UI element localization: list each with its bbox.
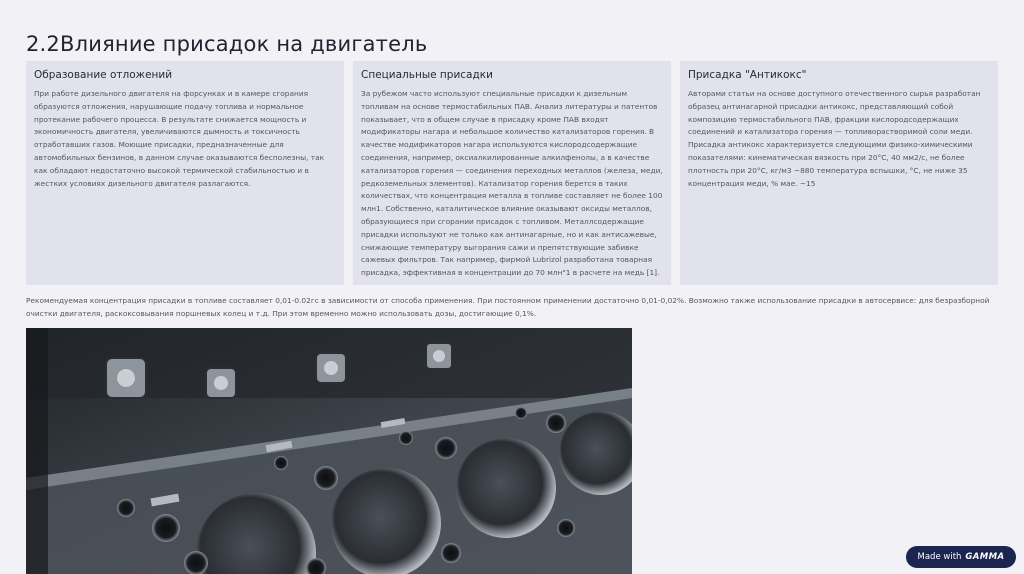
card-text: При работе дизельного двигателя на форсунках и в камере сгорания образуются отложения, нарушающие подачу топлива и нормальное протекание рабочего процесса. В результате снижается мощность и экономичность двигателя, увеличиваются дымность и токсичность отработавших газов. Моющие присадки, предназначенные для автомобильных бензинов, в данном случае оказываются бесполезны, так как обладают недостаточно высокой термической стабильностью и в жестких условиях дизельного двигателя разлагаются. — [34, 89, 325, 188]
gamma-logo: GAMMA — [965, 552, 1005, 562]
engine-block-photo — [26, 328, 632, 574]
concentration-note: Рекомендуемая концентрация присадки в топливе составляет 0,01-0.02гс в зависимости от способа применения. При постоянном применении достаточно 0,01-0,02%. Возможно также использование присадки в автосервисе: для безразборной очистки двигателя, раскоксовывания поршневых колец и т.д. При этом временно можно использовать дозы, достигающие 0,1%. — [26, 296, 990, 318]
made-with-gamma-badge[interactable] — [906, 546, 1016, 568]
card-anticoke — [680, 61, 998, 285]
card-special-additives — [353, 61, 671, 285]
card-deposits — [26, 61, 344, 285]
card-text: За рубежом часто используют специальные присадки к дизельным топливам на основе термостабильных ПАВ. Анализ литературы и патентов показывает, что в общем случае в присадку кроме ПАВ входят модификаторы нагара и небольшое количество катализаторов горения. В качестве модификаторов нагара используются кислородсодержащие соединения, например, оксиалкилированные алкилфенолы, а в качестве катализаторов горения — соединения переходных металлов (железа, меди, редкоземельных элементов). Катализатор горения берется в таких количествах, что концентрация металла в топливе составляет не более 100 млн1. Собственно, каталитическое влияние оказывают оксиды металлов, образующиеся при сгорании присадок с топливом. Металлсодержащие присадки используют не только как антинагарные, но и как антисажевые, снижающие температуру выгорания сажи и препятствующие забивке сажевых фильтров. Так например, фирмой Lubrizol разработана товарная присадка, эффективная в концентрации до 70 млн"1 в расчете на медь [1]. — [361, 89, 663, 278]
card-text: Авторами статьи на основе доступного отечественного сырья разработан образец антинагарной присадки антикокс, представляющий собой композицию термостабильного ПАВ, фракции кислородсодержащих соединений и катализатора горения — топливорастворимой соли меди. Присадка антикокс характеризуется следующими физико-химическими показателями: кинематическая вязкость при 20°С, 40 мм2/с, не более плотность при 20°С, кг/м3 ~880 температура вспышки, °С, не ниже 35 концентрация меди, % мае. ~15 — [688, 89, 981, 188]
cards-row — [26, 61, 998, 285]
badge-prefix: Made with — [917, 552, 962, 562]
card-heading: Образование отложений — [34, 69, 173, 81]
card-heading: Специальные присадки — [361, 69, 493, 81]
card-heading: Присадка "Антикокс" — [688, 69, 807, 81]
page-title: 2.2Влияние присадок на двигатель — [26, 32, 428, 57]
